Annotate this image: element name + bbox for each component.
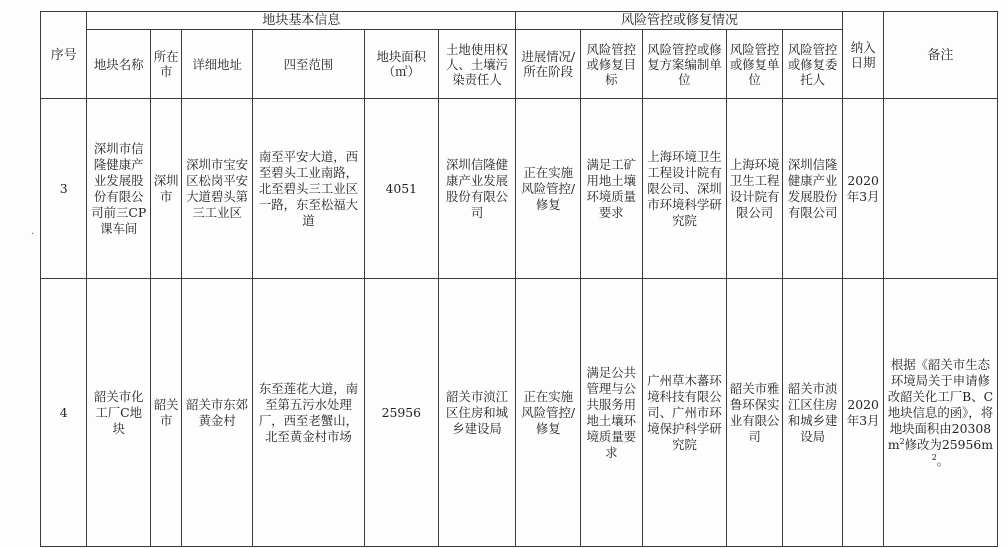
cell-date: 2020年3月 xyxy=(843,279,883,547)
margin-mark: · xyxy=(31,229,35,240)
col-header-boundaries: 四至范围 xyxy=(252,30,364,99)
col-header-impl-unit: 风险管控或修复单位 xyxy=(727,30,783,99)
group-header-plot-basic-info: 地块基本信息 xyxy=(87,12,516,30)
col-header-progress: 进展情况/所在阶段 xyxy=(516,30,581,99)
cell-seq: 4 xyxy=(41,279,87,547)
cell-impl-unit: 上海环境卫生工程设计院有限公司 xyxy=(727,99,783,279)
cell-plot-name: 深圳市信隆健康产业发展股份有限公司前三CP课车间 xyxy=(87,99,151,279)
col-header-date: 纳入日期 xyxy=(843,12,883,99)
cell-plan-unit: 上海环境卫生工程设计院有限公司、深圳市环境科学研究院 xyxy=(642,99,727,279)
cell-impl-unit: 韶关市雅鲁环保实业有限公司 xyxy=(727,279,783,547)
cell-target: 满足公共管理与公共服务用地土壤环境质量要求 xyxy=(581,279,643,547)
contaminated-plot-register-table xyxy=(40,11,998,547)
col-header-address: 详细地址 xyxy=(182,30,253,99)
cell-progress: 正在实施风险管控/修复 xyxy=(516,279,581,547)
col-header-target: 风险管控或修复目标 xyxy=(581,30,643,99)
cell-owner: 韶关市浈江区住房和城乡建设局 xyxy=(438,279,516,547)
cell-client: 韶关市浈江区住房和城乡建设局 xyxy=(782,279,843,547)
cell-address: 深圳市宝安区松岗平安大道碧头第三工业区 xyxy=(182,99,253,279)
cell-boundaries: 南至平安大道，西至碧头工业南路，北至碧头三工业区一路，东至松福大道 xyxy=(252,99,364,279)
cell-seq: 3 xyxy=(41,99,87,279)
superscript-2: 2 xyxy=(931,452,937,462)
col-header-seq: 序号 xyxy=(41,12,87,99)
remark-text: 修改为25956m xyxy=(904,436,994,452)
table-row xyxy=(41,99,998,279)
cell-remark xyxy=(883,279,997,547)
cell-date: 2020年3月 xyxy=(843,99,883,279)
group-header-row xyxy=(41,12,998,30)
col-header-client: 风险管控或修复委托人 xyxy=(782,30,843,99)
cell-remark xyxy=(883,99,997,279)
col-header-remark: 备注 xyxy=(883,12,997,99)
cell-client: 深圳信隆健康产业发展股份有限公司 xyxy=(782,99,843,279)
cell-address: 韶关市东郊黄金村 xyxy=(182,279,253,547)
group-header-risk-control: 风险管控或修复情况 xyxy=(516,12,843,30)
cell-boundaries: 东至莲花大道，南至第五污水处理厂，西至老蟹山，北至黄金村市场 xyxy=(252,279,364,547)
col-header-owner: 土地使用权人、土壤污染责任人 xyxy=(438,30,516,99)
cell-target: 满足工矿用地土壤环境质量要求 xyxy=(581,99,643,279)
remark-text: 根据《韶关市生态环境局关于申请修改韶关化工厂B、C地块信息的函》，将地块面积由20308m xyxy=(887,356,994,452)
remark-text: 。 xyxy=(936,452,950,468)
cell-progress: 正在实施风险管控/修复 xyxy=(516,99,581,279)
cell-area: 25956 xyxy=(364,279,438,547)
col-header-plot-name: 地块名称 xyxy=(87,30,151,99)
table-row xyxy=(41,279,998,547)
cell-plan-unit: 广州草木蕃环境科技有限公司、广州市环境保护科学研究院 xyxy=(642,279,727,547)
col-header-plan-unit: 风险管控或修复方案编制单位 xyxy=(642,30,727,99)
superscript-2: 2 xyxy=(899,436,905,446)
cell-area: 4051 xyxy=(364,99,438,279)
col-header-area: 地块面积（㎡） xyxy=(364,30,438,99)
cell-city: 深圳市 xyxy=(151,99,182,279)
cell-owner: 深圳信隆健康产业发展股份有限公司 xyxy=(438,99,516,279)
col-header-city: 所在市 xyxy=(151,30,182,99)
cell-city: 韶关市 xyxy=(151,279,182,547)
cell-plot-name: 韶关市化工厂C地块 xyxy=(87,279,151,547)
